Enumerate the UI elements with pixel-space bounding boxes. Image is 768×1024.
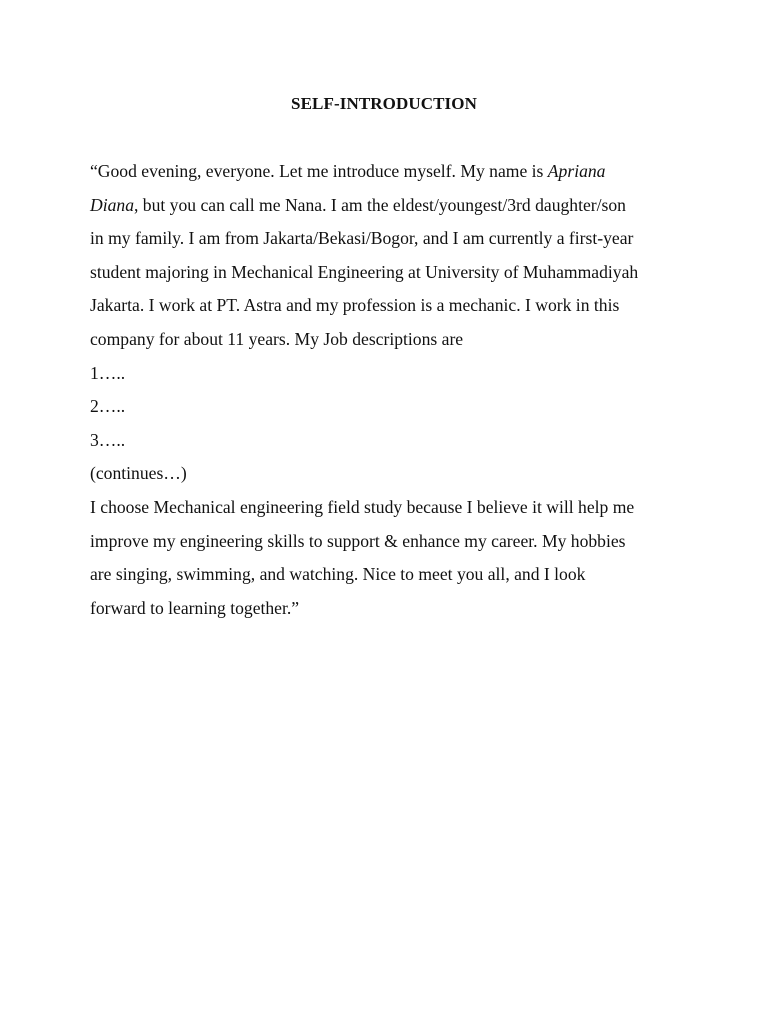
paragraph1-line3: in my family. I am from Jakarta/Bekasi/Bogor, and I am currently a first-year bbox=[90, 228, 634, 249]
paragraph2-line2: improve my engineering skills to support & enhance my career. My hobbies bbox=[90, 530, 626, 551]
paragraph1-line2 bbox=[90, 189, 690, 223]
paragraph1-line1-text: “Good evening, everyone. Let me introduce myself. My name is bbox=[90, 161, 548, 181]
paragraph1-line4: student majoring in Mechanical Engineering at University of Muhammadiyah bbox=[90, 261, 639, 282]
paragraph1-line5: Jakarta. I work at PT. Astra and my profession is a mechanic. I work in this bbox=[90, 295, 620, 316]
paragraph1-line1 bbox=[90, 155, 690, 189]
paragraph1-line6: company for about 11 years. My Job descriptions are bbox=[90, 328, 464, 349]
name-last: Diana bbox=[90, 194, 134, 215]
document-body bbox=[90, 155, 690, 625]
list-item-3: 3….. bbox=[90, 429, 126, 450]
list-item-2: 2….. bbox=[90, 396, 126, 417]
list-item-1: 1….. bbox=[90, 362, 126, 383]
paragraph2-line1: I choose Mechanical engineering field study because I believe it will help me bbox=[90, 496, 635, 517]
paragraph1-line2-text: , but you can call me Nana. I am the eldest/youngest/3rd daughter/son bbox=[133, 194, 626, 215]
paragraph2-line4: forward to learning together.” bbox=[90, 597, 300, 618]
paragraph2-line3: are singing, swimming, and watching. Nice to meet you all, and I look bbox=[90, 564, 586, 585]
continues-note: (continues…) bbox=[90, 463, 187, 484]
name-first: Apriana bbox=[547, 161, 606, 181]
document-title: SELF-INTRODUCTION bbox=[291, 94, 477, 113]
